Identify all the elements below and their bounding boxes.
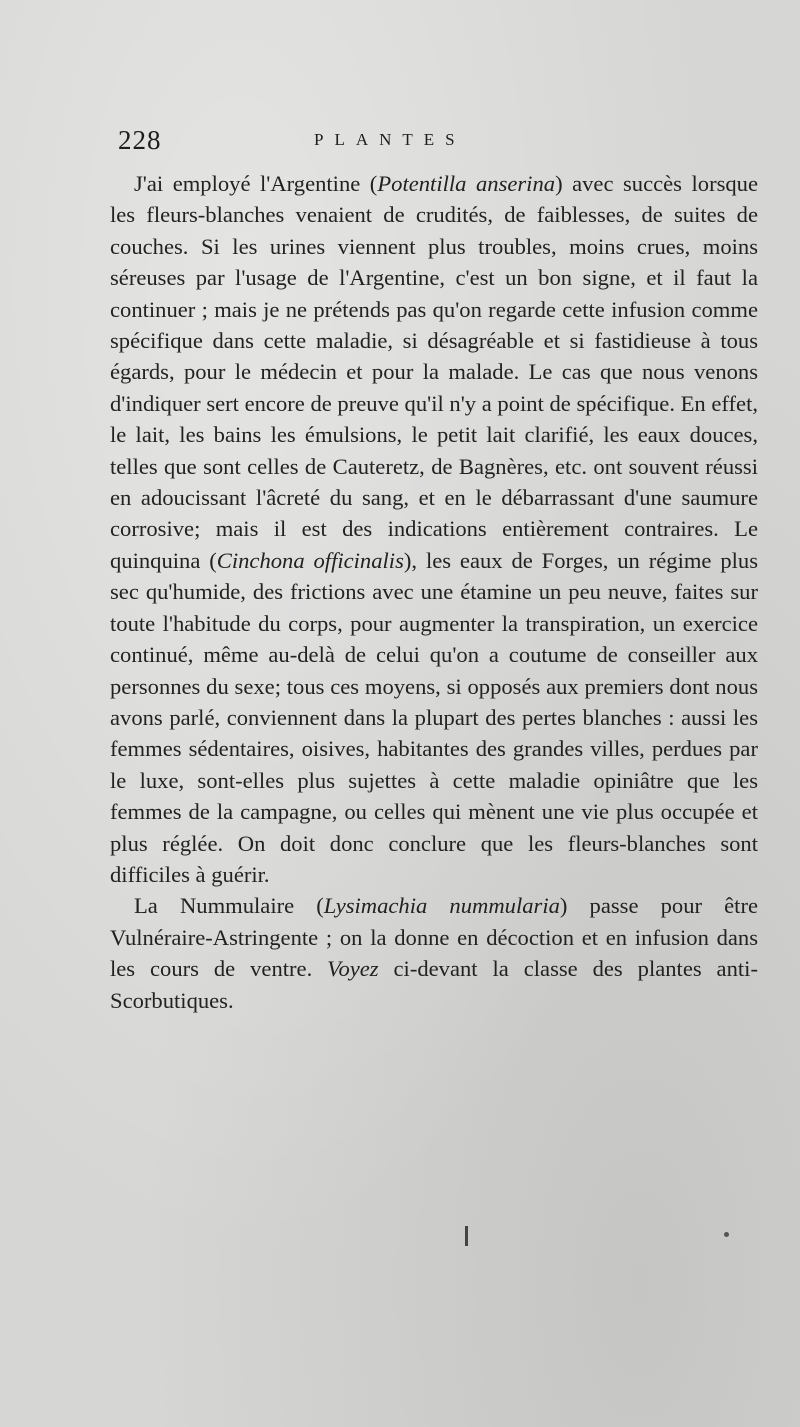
paragraph2-text-3: ci-devant la classe des plantes anti-Scorbutiques. — [110, 956, 758, 1013]
paragraph1-text-3: ), les eaux de Forges, un régime plus sec qu'humide, des frictions avec une étamine un peu neuve, faites sur toute l'habitude du corps, pour augmenter la transpiration, un exercice continué, même au-delà de celui qu'on a coutume de conseiller aux personnes du sexe; tous ces moyens, si opposés aux premiers dont nous avons parlé, conviennent dans la plupart des pertes blanches : aussi les femmes sédentaires, oisives, habitantes des grandes villes, perdues par le luxe, sont-elles plus sujettes à cette maladie opiniâtre que les femmes de la campagne, ou celles qui mènent une vie plus occupée et plus réglée. On doit donc conclure que les fleurs-blanches sont difficiles à guérir. — [110, 547, 758, 887]
page-number: 228 — [118, 125, 162, 155]
voyez-reference: Voyez — [327, 956, 379, 982]
paragraph-argentine — [110, 168, 758, 890]
paragraph2-text-2: ) passe pour être Vulnéraire-Astringente ; on la donne en décoction et en infusion dans les cours de ventre. — [110, 893, 758, 982]
ink-speck — [724, 1232, 729, 1237]
running-head: PLANTES — [314, 130, 466, 149]
paragraph1-text-1: J'ai employé l'Argentine ( — [134, 171, 378, 196]
paragraph-nummulaire — [110, 890, 758, 1016]
paragraph2-text-1: La Nummulaire ( — [134, 893, 324, 919]
botanical-name-potentilla: Potentilla anserina — [377, 171, 556, 196]
page-header — [118, 122, 678, 162]
ink-mark — [465, 1226, 468, 1246]
botanical-name-cinchona: Cinchona officinalis — [216, 547, 404, 573]
body-text — [110, 168, 758, 1016]
botanical-name-lysimachia: Lysimachia nummularia — [323, 893, 560, 919]
paragraph1-text-2: ) avec succès lorsque les fleurs-blanches venaient de crudités, de faiblesses, de suites de couches. Si les urines viennent plus troubles, moins crues, moins séreuses par l'usage de l'Argentine, c'est un bon signe, et il faut la continuer ; mais je ne prétends pas qu'on regarde cette infusion comme spécifique dans cette maladie, si désagréable et si fastidieuse à tous égards, pour le médecin et pour la malade. Le cas que nous venons d'indiquer sert encore de preuve qu'il n'y a point de spécifique. En effet, le lait, les bains les émulsions, le petit lait clarifié, les eaux douces, telles que sont celles de Cauteretz, de Bagnères, etc. ont souvent réussi en adoucissant l'âcreté du sang, et en le débarrassant d'une saumure corrosive; mais il est des indications entièrement contraires. Le quinquina ( — [110, 171, 759, 573]
